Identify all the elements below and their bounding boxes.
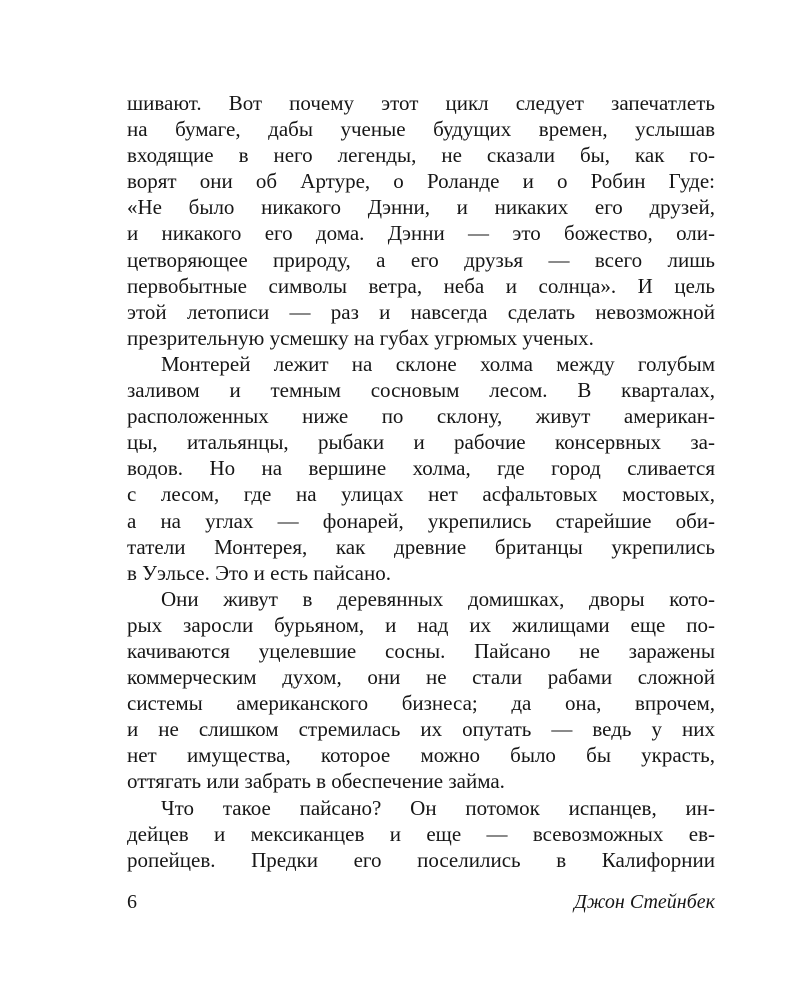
text-line: рых заросли бурьяном, и над их жилищами еще по- xyxy=(127,612,715,637)
text-line: ропейцев. Предки его поселились в Калифорнии xyxy=(127,847,715,872)
body-text xyxy=(127,90,715,873)
text-line: ворят они об Артуре, о Роланде и о Робин Гуде: xyxy=(127,169,715,194)
text-line: и не слишком стремилась их опутать — ведь у них xyxy=(127,717,715,742)
text-line: этой летописи — раз и навсегда сделать невозможной xyxy=(127,299,715,324)
text-line: заливом и темным сосновым лесом. В кварталах, xyxy=(127,378,715,403)
text-line: системы американского бизнеса; да она, впрочем, xyxy=(127,691,715,716)
paragraph-4 xyxy=(127,795,715,873)
text-line: дейцев и мексиканцев и еще — всевозможных ев- xyxy=(127,821,715,846)
paragraph-3 xyxy=(127,586,715,795)
text-line: цетворяющее природу, а его друзья — всего лишь xyxy=(127,247,715,272)
text-line: а на углах — фонарей, укрепились старейшие оби- xyxy=(127,508,715,533)
text-line: водов. Но на вершине холма, где город сливается xyxy=(127,456,715,481)
page-number: 6 xyxy=(127,891,137,913)
text-line: Монтерей лежит на склоне холма между голубым xyxy=(161,351,715,376)
text-line: «Не было никакого Дэнни, и никаких его друзей, xyxy=(127,195,715,220)
text-line: первобытные символы ветра, неба и солнца». И цель xyxy=(127,273,715,298)
text-line: шивают. Вот почему этот цикл следует запечатлеть xyxy=(127,91,715,115)
text-line: Что такое пайсано? Он потомок испанцев, ин- xyxy=(161,795,715,820)
text-line: и никакого его дома. Дэнни — это божество, оли- xyxy=(127,221,715,246)
text-line: Они живут в деревянных домишках, дворы кото- xyxy=(161,586,715,611)
text-line: цы, итальянцы, рыбаки и рабочие консервных за- xyxy=(127,430,715,455)
text-line: в Уэльсе. Это и есть пайсано. xyxy=(127,560,391,585)
text-line: входящие в него легенды, не сказали бы, как го- xyxy=(127,143,715,168)
text-line: презрительную усмешку на губах угрюмых ученых. xyxy=(127,325,594,350)
paragraph-1 xyxy=(127,90,715,351)
page-footer xyxy=(127,891,715,917)
text-line: татели Монтерея, как древние британцы укрепились xyxy=(127,534,715,559)
text-line: на бумаге, дабы ученые будущих времен, услышав xyxy=(127,117,715,142)
text-line: расположенных ниже по склону, живут американ- xyxy=(127,404,715,429)
running-author: Джон Стейнбек xyxy=(574,891,715,913)
text-line: качиваются уцелевшие сосны. Пайсано не заражены xyxy=(127,638,715,663)
text-line: с лесом, где на улицах нет асфальтовых мостовых, xyxy=(127,482,715,507)
paragraph-2 xyxy=(127,351,715,586)
text-line: оттягать или забрать в обеспечение займа. xyxy=(127,769,505,794)
text-line: нет имущества, которое можно было бы украсть, xyxy=(127,743,715,768)
text-line: коммерческим духом, они не стали рабами сложной xyxy=(127,665,715,690)
